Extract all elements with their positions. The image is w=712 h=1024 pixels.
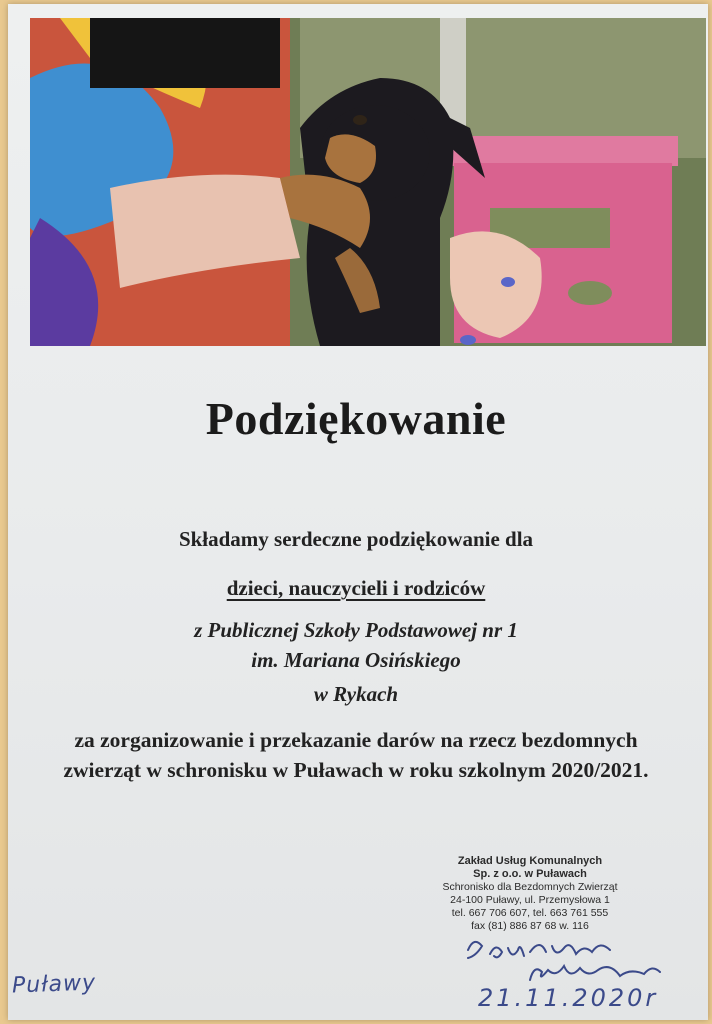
company-stamp: [400, 855, 660, 933]
stamp-fax: fax (81) 886 87 68 w. 116: [471, 920, 589, 932]
school-patron: im. Mariana Osińskiego: [251, 648, 461, 672]
handwritten-date: 21.11.2020r: [478, 984, 659, 1012]
dog-photo: [30, 18, 706, 346]
school-location: w Rykach: [313, 682, 399, 706]
stamp-address: 24-100 Puławy, ul. Przemysłowa 1: [450, 894, 610, 906]
reason-line-1: za zorganizowanie i przekazanie darów na rzecz bezdomnych: [74, 728, 638, 752]
recipients: dzieci, nauczycieli i rodziców: [226, 576, 486, 600]
stamp-phone: tel. 667 706 607, tel. 663 761 555: [451, 907, 609, 919]
school-name: z Publicznej Szkoły Podstawowej nr 1: [194, 618, 518, 642]
stamp-company-form: Sp. z o.o. w Puławach: [473, 868, 587, 880]
dog-photo-illustration: [30, 18, 706, 346]
handwritten-place: Puławy: [11, 970, 97, 999]
handwritten-signature: [460, 928, 670, 986]
thanks-intro: Składamy serdeczne podziękowanie dla: [178, 527, 534, 551]
stamp-company: Zakład Usług Komunalnych: [457, 855, 603, 867]
stamp-shelter: Schronisko dla Bezdomnych Zwierząt: [442, 881, 618, 893]
reason-line-2: zwierząt w schronisku w Puławach w roku szkolnym 2020/2021.: [63, 758, 649, 782]
page-title: Podziękowanie: [205, 393, 507, 444]
